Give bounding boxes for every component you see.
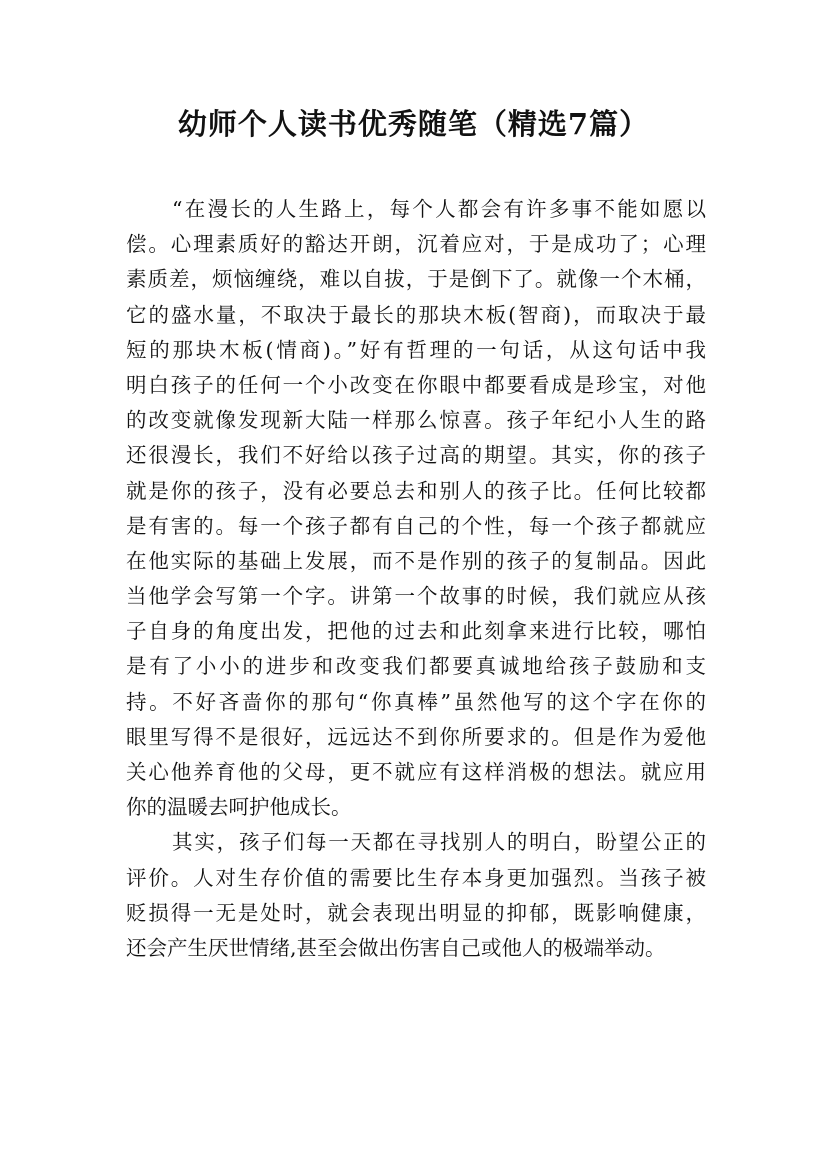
text-line: 是有了小小的进步和改变我们都要真诚地给孩子鼓励和支	[126, 654, 706, 679]
text-line: 持。不好吝啬你的那句“你真棒”虽然他写的这个字在你的	[126, 689, 706, 714]
text-line: 是有害的。每一个孩子都有自己的个性，每一个孩子都就应	[126, 513, 706, 538]
text-line: 偿。心理素质好的豁达开朗，沉着应对，于是成功了；心理	[126, 232, 706, 257]
text-line: 子自身的角度出发，把他的过去和此刻拿来进行比较，哪怕	[126, 619, 706, 644]
text-line: 还很漫长，我们不好给以孩子过高的期望。其实，你的孩子	[126, 443, 706, 468]
text-line: 贬损得一无是处时，就会表现出明显的抑郁，既影响健康，	[126, 900, 706, 925]
text-line: “在漫长的人生路上，每个人都会有许多事不能如愿以	[172, 197, 706, 221]
text-line: 在他实际的基础上发展，而不是作别的孩子的复制品。因此	[126, 548, 706, 573]
paragraph	[126, 192, 706, 825]
text-line: 就是你的孩子，没有必要总去和别人的孩子比。任何比较都	[126, 478, 706, 503]
document-body	[126, 192, 706, 966]
text-line: 评价。人对生存价值的需要比生存本身更加强烈。当孩子被	[126, 865, 706, 890]
text-line: 它的盛水量，不取决于最长的那块木板(智商)，而取决于最	[126, 302, 706, 327]
document-title: 幼师个人读书优秀随笔（精选7篇）	[177, 107, 650, 141]
text-line: 素质差，烦恼缠绕，难以自拔，于是倒下了。就像一个木桶，	[126, 267, 706, 292]
text-line: 还会产生厌世情绪,甚至会做出伤害自己或他人的极端举动。	[126, 935, 666, 960]
text-line: 其实，孩子们每一天都在寻找别人的明白，盼望公正的	[172, 830, 706, 855]
text-line: 明白孩子的任何一个小改变在你眼中都要看成是珍宝，对他	[126, 372, 706, 397]
text-line: 的改变就像发现新大陆一样那么惊喜。孩子年纪小人生的路	[126, 408, 706, 433]
text-line: 眼里写得不是很好，远远达不到你所要求的。但是作为爱他	[126, 724, 706, 749]
text-line: 短的那块木板(情商)。”好有哲理的一句话，从这句话中我	[126, 337, 706, 362]
paragraph	[126, 825, 706, 966]
text-line: 当他学会写第一个字。讲第一个故事的时候，我们就应从孩	[126, 584, 706, 609]
text-line: 你的温暖去呵护他成长。	[126, 795, 352, 820]
text-line: 关心他养育他的父母，更不就应有这样消极的想法。就应用	[126, 760, 706, 784]
